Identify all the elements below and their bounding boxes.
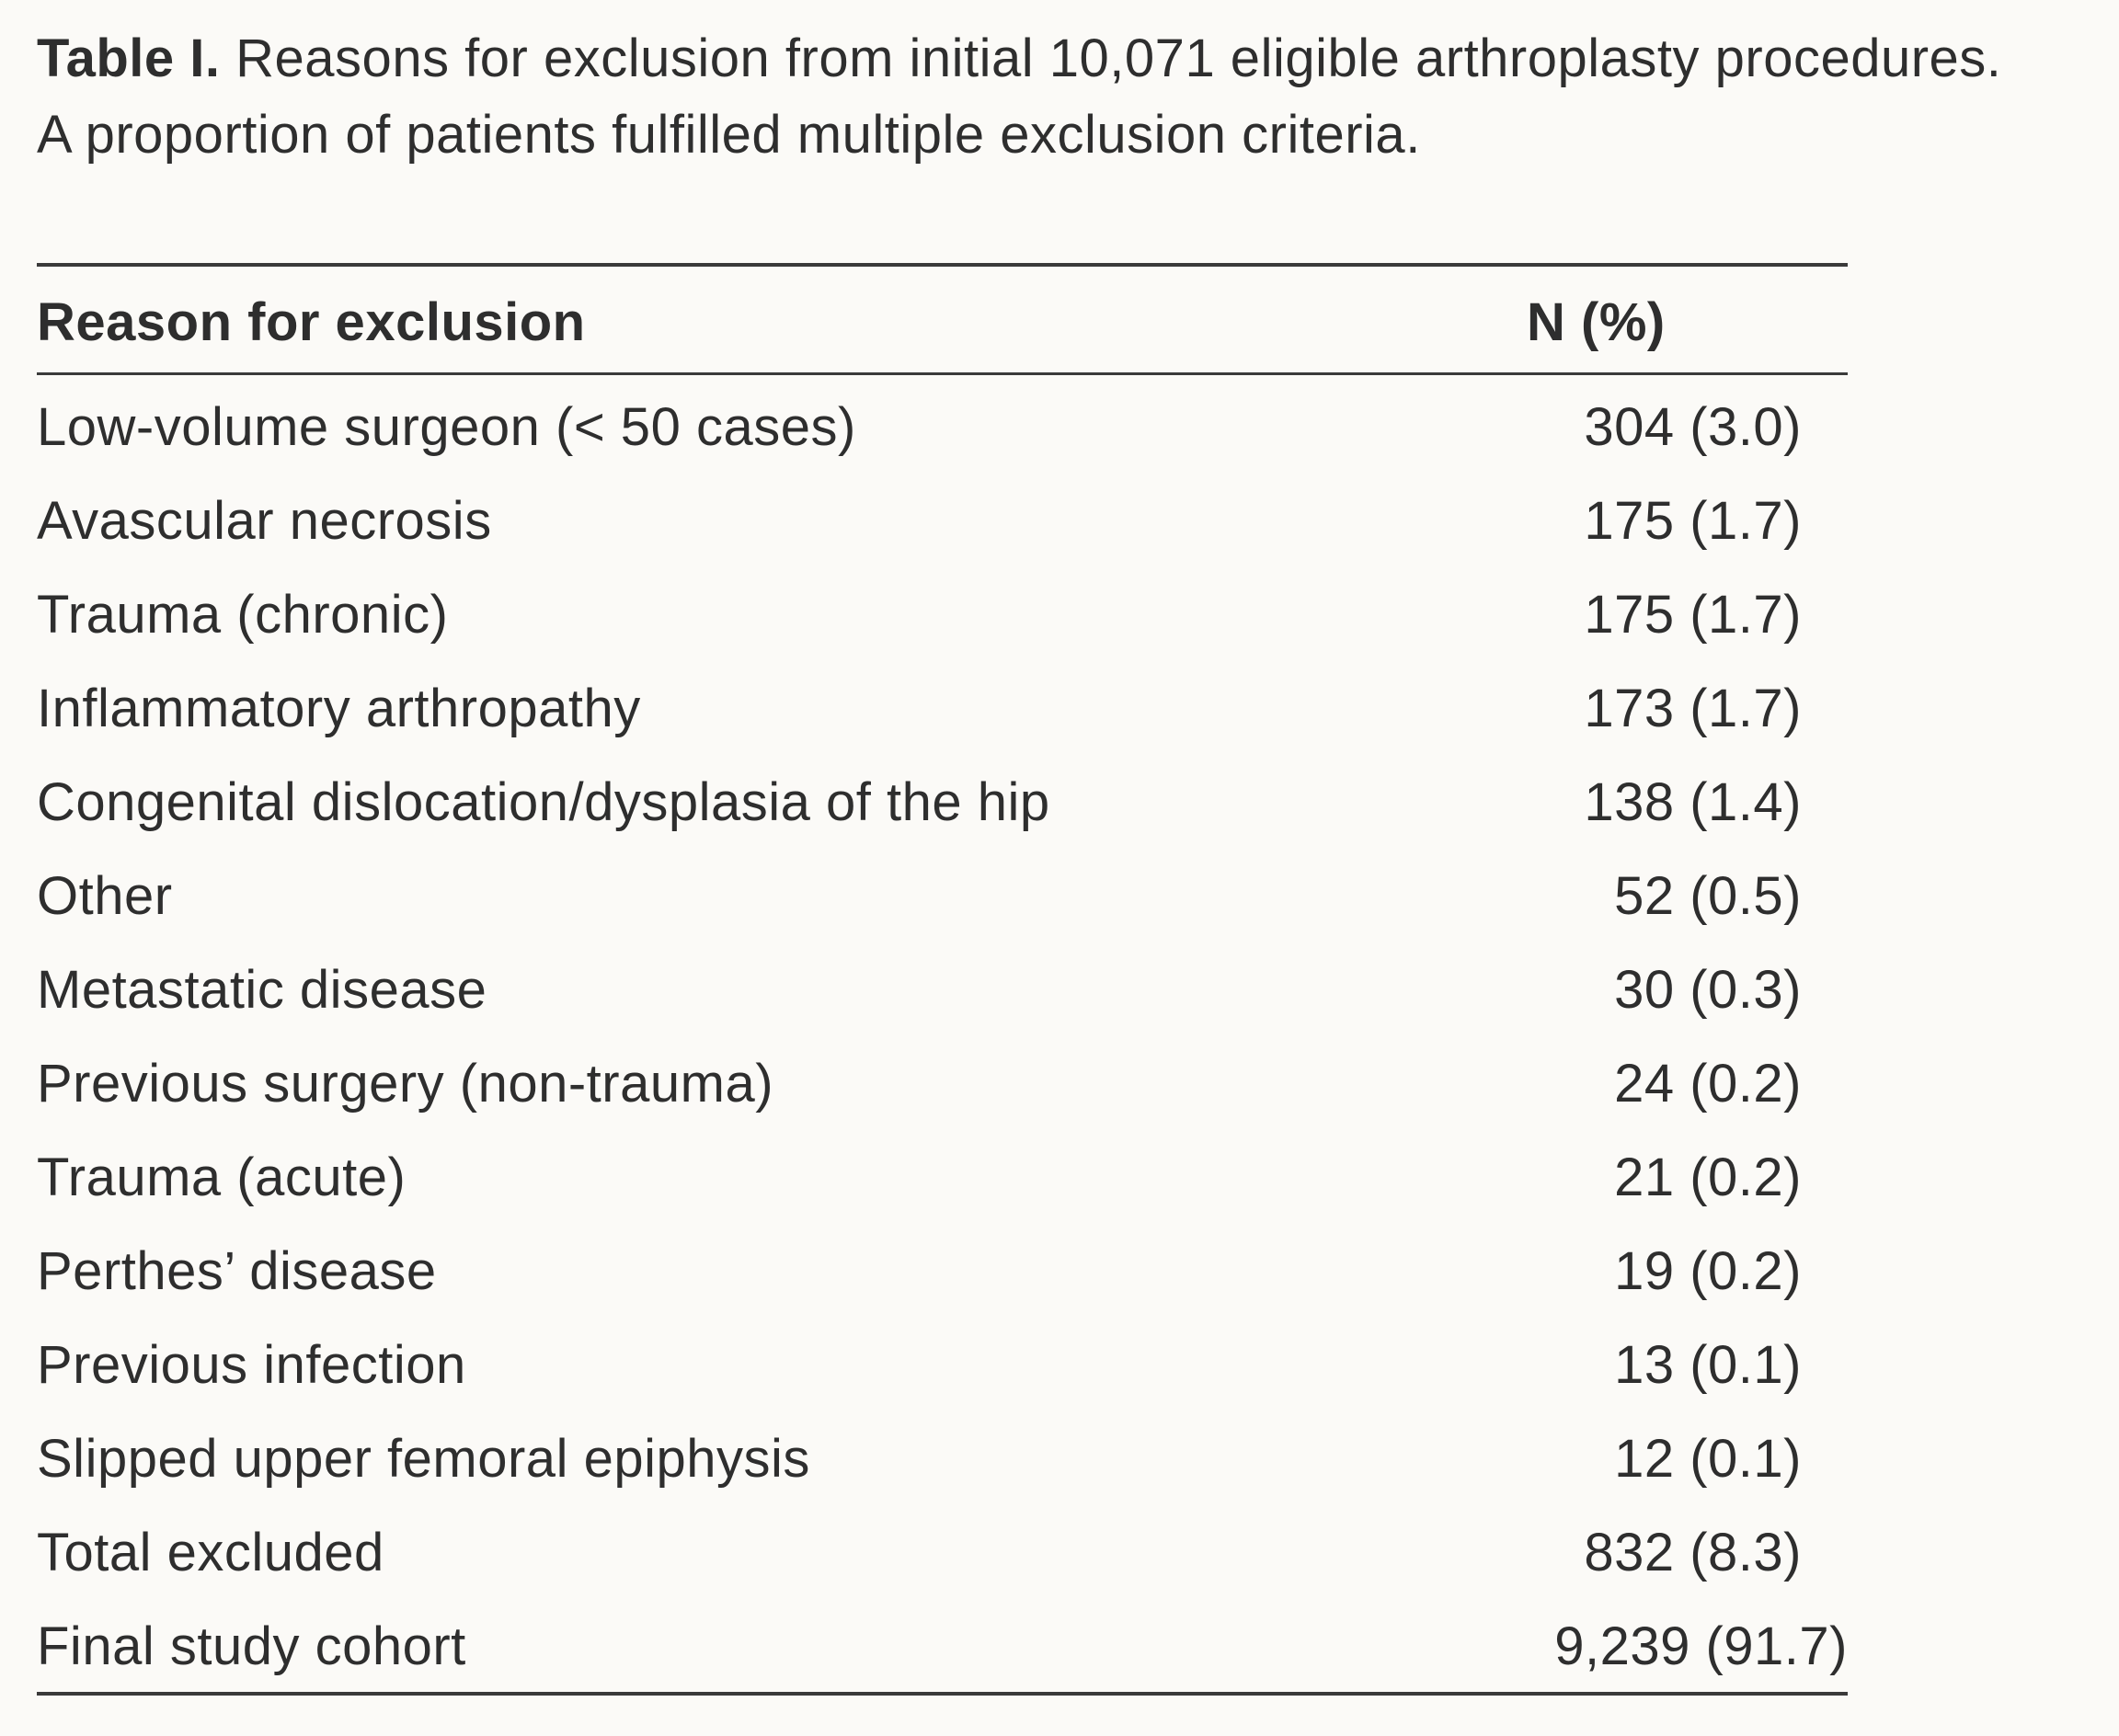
table-row xyxy=(37,1412,1848,1506)
table-row xyxy=(37,756,1848,850)
table-header-rule xyxy=(37,372,1848,375)
table-row xyxy=(37,1319,1848,1412)
table-row xyxy=(37,568,1848,662)
table-label: Table I. xyxy=(37,29,221,88)
row-reason: Final study cohort xyxy=(37,1616,466,1676)
table-caption xyxy=(37,20,2042,173)
table-row xyxy=(37,381,1848,474)
row-value: 24 (0.2) xyxy=(1614,1054,1802,1114)
row-reason: Congenital dislocation/dysplasia of the hip xyxy=(37,772,1050,832)
row-reason: Slipped upper femoral epiphysis xyxy=(37,1429,810,1489)
row-reason: Inflammatory arthropathy xyxy=(37,679,641,738)
row-value: 52 (0.5) xyxy=(1614,866,1802,926)
row-reason: Perthes’ disease xyxy=(37,1241,437,1301)
row-reason: Trauma (chronic) xyxy=(37,585,449,645)
row-value: 175 (1.7) xyxy=(1584,585,1802,645)
row-value: 173 (1.7) xyxy=(1584,679,1802,738)
table-row xyxy=(37,474,1848,568)
table-row xyxy=(37,662,1848,756)
caption-text: Reasons for exclusion from initial 10,071 eligible arthroplasty procedures. A proportion of patients fulfilled multiple exclusion criteria. xyxy=(37,29,2002,165)
row-value: 832 (8.3) xyxy=(1584,1523,1802,1582)
table-row xyxy=(37,943,1848,1037)
table-row xyxy=(37,1600,1848,1694)
row-value: 304 (3.0) xyxy=(1584,397,1802,457)
table-top-rule xyxy=(37,263,1848,267)
table-row xyxy=(37,1225,1848,1319)
row-value: 13 (0.1) xyxy=(1614,1335,1802,1395)
table-bottom-rule xyxy=(37,1692,1848,1696)
row-value: 12 (0.1) xyxy=(1614,1429,1802,1489)
row-reason: Trauma (acute) xyxy=(37,1148,407,1207)
row-value: 9,239 (91.7) xyxy=(1554,1616,1848,1676)
table-row xyxy=(37,1131,1848,1225)
row-value: 19 (0.2) xyxy=(1614,1241,1802,1301)
row-reason: Other xyxy=(37,866,173,926)
row-reason: Previous surgery (non-trauma) xyxy=(37,1054,774,1114)
header-reason: Reason for exclusion xyxy=(37,292,586,352)
header-value: N (%) xyxy=(1527,292,1666,352)
row-value: 138 (1.4) xyxy=(1584,772,1802,832)
table-row xyxy=(37,1037,1848,1131)
row-value: 175 (1.7) xyxy=(1584,491,1802,551)
row-reason: Low-volume surgeon (< 50 cases) xyxy=(37,397,856,457)
row-value: 21 (0.2) xyxy=(1614,1148,1802,1207)
row-value: 30 (0.3) xyxy=(1614,960,1802,1020)
table-row xyxy=(37,1506,1848,1600)
row-reason: Total excluded xyxy=(37,1523,384,1582)
row-reason: Previous infection xyxy=(37,1335,466,1395)
row-reason: Metastatic disease xyxy=(37,960,487,1020)
table-row xyxy=(37,850,1848,943)
row-reason: Avascular necrosis xyxy=(37,491,492,551)
table-header-row xyxy=(37,276,1848,370)
